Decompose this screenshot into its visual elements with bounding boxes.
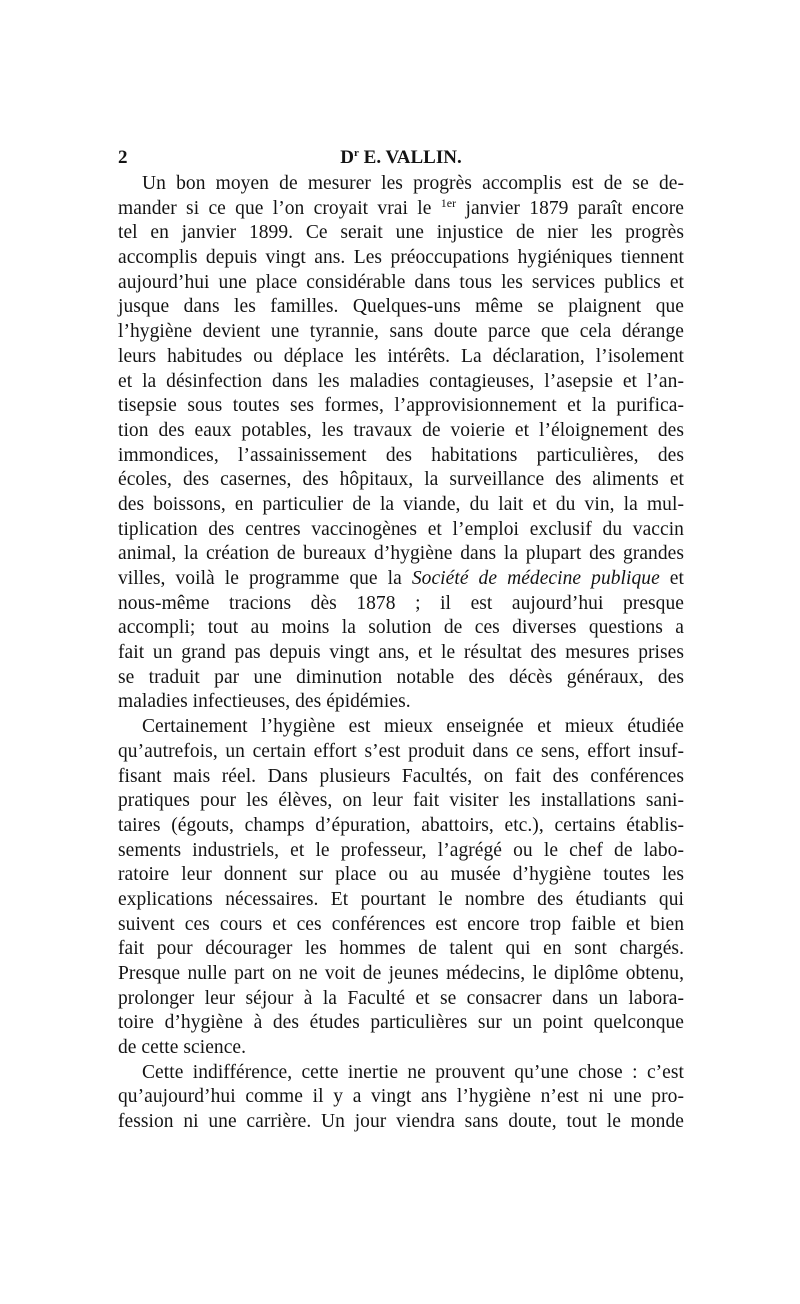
text-run: leurs habitudes ou déplace les intérêts. La déclaration, l’isolement: [118, 345, 684, 367]
text-run: Un bon moyen de mesurer les progrès accomplis est de se de-: [142, 173, 684, 194]
text-run: se traduit par une diminution notable des décès généraux, des: [118, 666, 684, 688]
text-run: écoles, des casernes, des hôpitaux, la surveillance des aliments et: [118, 469, 684, 491]
text-line: [118, 567, 684, 592]
author-name: E. VALLIN.: [363, 147, 462, 168]
text-line: [118, 616, 684, 641]
text-line: [118, 271, 684, 296]
paragraph: [118, 172, 684, 715]
text-line: [118, 1036, 684, 1061]
text-run: jusque dans les familles. Quelques-uns même se plaignent que: [118, 296, 684, 318]
text-line: [118, 345, 684, 370]
text-run: suivent ces cours et ces conférences est encore trop faible et bien: [118, 913, 684, 935]
text-run: de cette science.: [118, 1037, 247, 1059]
text-line: [118, 913, 684, 938]
text-run: explications nécessaires. Et pourtant le nombre des étudiants qui: [118, 888, 684, 910]
text-run: taires (égouts, champs d’épuration, abattoirs, etc.), certains établis-: [118, 814, 684, 836]
text-run: maladies infectieuses, des épidémies.: [118, 691, 411, 713]
text-run: qu’aujourd’hui comme il y a vingt ans l’hygiène n’est ni une pro-: [118, 1086, 684, 1108]
text-line: [118, 320, 684, 345]
superscript: 1: [440, 195, 447, 210]
text-line: [118, 468, 684, 493]
text-line: [118, 295, 684, 320]
text-line: [118, 197, 684, 222]
paragraph: [118, 1061, 684, 1135]
text-line: [118, 221, 684, 246]
text-run: prolonger leur séjour à la Faculté et se consacrer dans un labora-: [118, 987, 684, 1009]
text-run: fait un grand pas depuis vingt ans, et le résultat des mesures prises: [118, 642, 684, 664]
author-prefix: D: [340, 147, 355, 168]
running-head: [118, 146, 684, 170]
text-run: immondices, l’assainissement des habitations particulières, des: [118, 444, 684, 466]
text-run: fait pour décourager les hommes de talent qui en sont chargés.: [118, 938, 684, 960]
text-run: Presque nulle part on ne voit de jeunes médecins, le diplôme obtenu,: [118, 963, 684, 984]
text-run: Certainement l’hygiène est mieux enseignée et mieux étudiée: [142, 716, 684, 738]
text-run: ratoire leur donnent sur place ou au musée d’hygiène toutes les: [118, 864, 684, 886]
text-line: [118, 789, 684, 814]
text-run: accompli; tout au moins la solution de ces diverses questions a: [118, 617, 684, 639]
text-line: [118, 1011, 684, 1036]
text-run: tisepsie sous toutes ses formes, l’approvisionnement et la purifica-: [118, 395, 684, 417]
paragraph: [118, 715, 684, 1061]
text-line: [118, 814, 684, 839]
text-line: [118, 765, 684, 790]
text-line: [118, 444, 684, 469]
text-run: sements industriels, et le professeur, l’agrégé ou le chef de labo-: [118, 839, 684, 861]
text-run: nous-même tracions dès 1878 ; il est aujourd’hui presque: [118, 592, 684, 614]
text-line: [118, 394, 684, 419]
text-run: animal, la création de bureaux d’hygiène dans la plupart des grandes: [118, 543, 684, 565]
text-line: [118, 370, 684, 395]
text-line: [118, 666, 684, 691]
text-line: [118, 542, 684, 567]
text-line: [118, 1110, 684, 1135]
text-run: tiplication des centres vaccinogènes et l’emploi exclusif du vaccin: [118, 518, 684, 540]
text-run: janvier 1879 paraît encore: [456, 197, 684, 219]
italic-title: Société de médecine publique: [411, 568, 660, 589]
text-run: fisant mais réel. Dans plusieurs Facultés, on fait des conférences: [118, 765, 684, 787]
text-line: [118, 740, 684, 765]
text-line: [118, 937, 684, 962]
text-line: [118, 172, 684, 197]
text-run: villes, voilà le programme que la: [118, 568, 412, 589]
text-run: aujourd’hui une place considérable dans tous les services publics et: [118, 271, 684, 293]
author-header: [118, 146, 684, 170]
text-run: tion des eaux potables, les travaux de voierie et l’éloignement des: [118, 419, 684, 441]
text-run: fession ni une carrière. Un jour viendra sans doute, tout le monde: [118, 1111, 684, 1133]
author-prefix-superscript: r: [354, 147, 359, 159]
text-line: [118, 1061, 684, 1086]
text-line: [118, 493, 684, 518]
text-line: [118, 863, 684, 888]
text-line: [118, 715, 684, 740]
text-line: [118, 592, 684, 617]
text-line: [118, 987, 684, 1012]
text-line: [118, 690, 684, 715]
text-line: [118, 839, 684, 864]
text-line: [118, 246, 684, 271]
text-line: [118, 419, 684, 444]
text-line: [118, 888, 684, 913]
text-run: toire d’hygiène à des études particulières sur un point quelconque: [118, 1012, 684, 1034]
text-run: pratiques pour les élèves, on leur fait visiter les installations sani-: [118, 790, 684, 812]
text-line: [118, 1085, 684, 1110]
text-run: et la désinfection dans les maladies contagieuses, l’asepsie et l’an-: [118, 370, 684, 392]
text-run: qu’autrefois, un certain effort s’est produit dans ce sens, effort insuf-: [118, 740, 684, 762]
text-line: [118, 641, 684, 666]
text-run: des boissons, en particulier de la viande, du lait et du vin, la mul-: [118, 493, 684, 515]
body-text: [118, 172, 684, 1135]
text-line: [118, 962, 684, 987]
text-line: [118, 518, 684, 543]
text-run: accomplis depuis vingt ans. Les préoccupations hygiéniques tiennent: [118, 247, 684, 269]
text-run: et: [659, 568, 684, 589]
text-run: tel en janvier 1899. Ce serait une injustice de nier les progrès: [118, 222, 684, 244]
text-run: Cette indifférence, cette inertie ne prouvent qu’une chose : c’est: [142, 1061, 684, 1083]
text-run: l’hygiène devient une tyrannie, sans doute parce que cela dérange: [118, 321, 684, 343]
page-number: 2: [118, 147, 128, 168]
superscript: er: [446, 195, 457, 210]
text-run: mander si ce que l’on croyait vrai le: [118, 197, 441, 219]
